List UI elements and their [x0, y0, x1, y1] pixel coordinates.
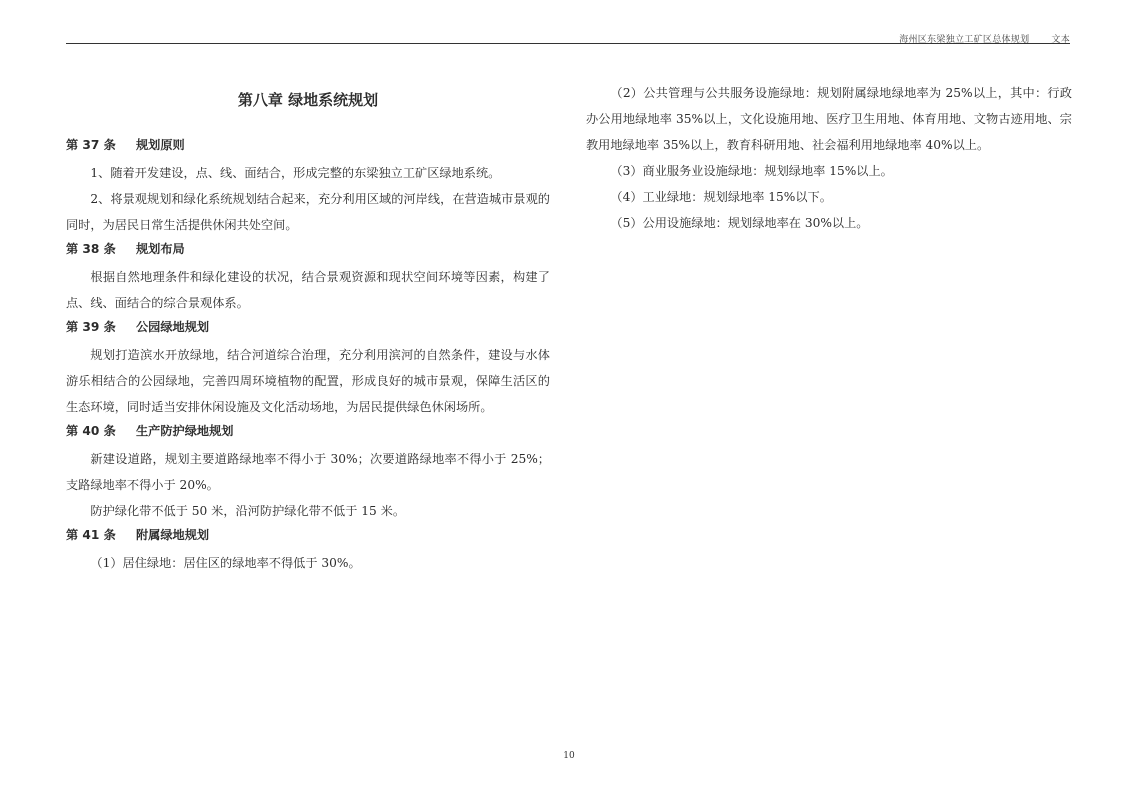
- header-divider: [66, 43, 1070, 44]
- article-paragraph: 防护绿化带不低于 50 米，沿河防护绿化带不低于 15 米。: [90, 504, 406, 518]
- article-paragraph: 新建设道路，规划主要道路绿地率不得小于 30%；次要道路绿地率不得小于 25%；支路绿地率不得小于 20%。: [66, 452, 550, 492]
- article-heading: [66, 134, 550, 156]
- article-heading: [66, 238, 550, 260]
- right-column: [586, 80, 1072, 236]
- left-column: [66, 80, 550, 576]
- article-number: 第 39 条: [66, 320, 116, 334]
- article-title: 附属绿地规划: [136, 528, 210, 542]
- article-title: 公园绿地规划: [136, 320, 210, 334]
- article-paragraph: 根据自然地理条件和绿化建设的状况，结合景观资源和现状空间环境等因素，构建了点、线、面结合的综合景观体系。: [66, 270, 550, 310]
- article-number: 第 37 条: [66, 138, 116, 152]
- chapter-title: 第八章 绿地系统规划: [237, 91, 379, 109]
- article-paragraph: 1、随着开发建设，点、线、面结合，形成完整的东梁独立工矿区绿地系统。: [90, 166, 501, 180]
- article-title: 规划布局: [136, 242, 185, 256]
- article-41: [66, 524, 550, 576]
- article-paragraph: （5）公用设施绿地：规划绿地率在 30%以上。: [610, 216, 869, 230]
- article-40: [66, 420, 550, 524]
- article-number: 第 38 条: [66, 242, 116, 256]
- article-number: 第 40 条: [66, 424, 116, 438]
- article-heading: [66, 420, 550, 442]
- article-paragraph: （2）公共管理与公共服务设施绿地：规划附属绿地绿地率为 25%以上，其中：行政办公用地绿地率 35%以上，文化设施用地、医疗卫生用地、体育用地、文物古迹用地、宗教用地绿地率 35%以上，教育科研用地、社会福利用地绿地率 40%以上。: [586, 86, 1072, 152]
- article-number: 第 41 条: [66, 528, 116, 542]
- article-paragraph: 2、将景观规划和绿化系统规划结合起来，充分利用区域的河岸线，在营造城市景观的同时，为居民日常生活提供休闲共处空间。: [66, 192, 550, 232]
- article-heading: [66, 524, 550, 546]
- article-37: [66, 134, 550, 238]
- article-title: 规划原则: [136, 138, 185, 152]
- article-paragraph: （3）商业服务业设施绿地：规划绿地率 15%以上。: [610, 164, 893, 178]
- page-number: 10: [563, 751, 575, 761]
- article-heading: [66, 316, 550, 338]
- header-doc-title: 海州区东梁独立工矿区总体规划: [899, 35, 1030, 45]
- article-paragraph: 规划打造滨水开放绿地，结合河道综合治理，充分利用滨河的自然条件，建设与水体游乐相结合的公园绿地，完善四周环境植物的配置，形成良好的城市景观，保障生活区的生态环境，同时适当安排休闲设施及文化活动场地，为居民提供绿色休闲场所。: [66, 348, 550, 414]
- article-paragraph: （1）居住绿地：居住区的绿地率不得低于 30%。: [90, 556, 361, 570]
- article-39: [66, 316, 550, 420]
- article-title: 生产防护绿地规划: [136, 424, 234, 438]
- header-doc-type: 文本: [1051, 35, 1070, 45]
- article-paragraph: （4）工业绿地：规划绿地率 15%以下。: [610, 190, 832, 204]
- article-38: [66, 238, 550, 316]
